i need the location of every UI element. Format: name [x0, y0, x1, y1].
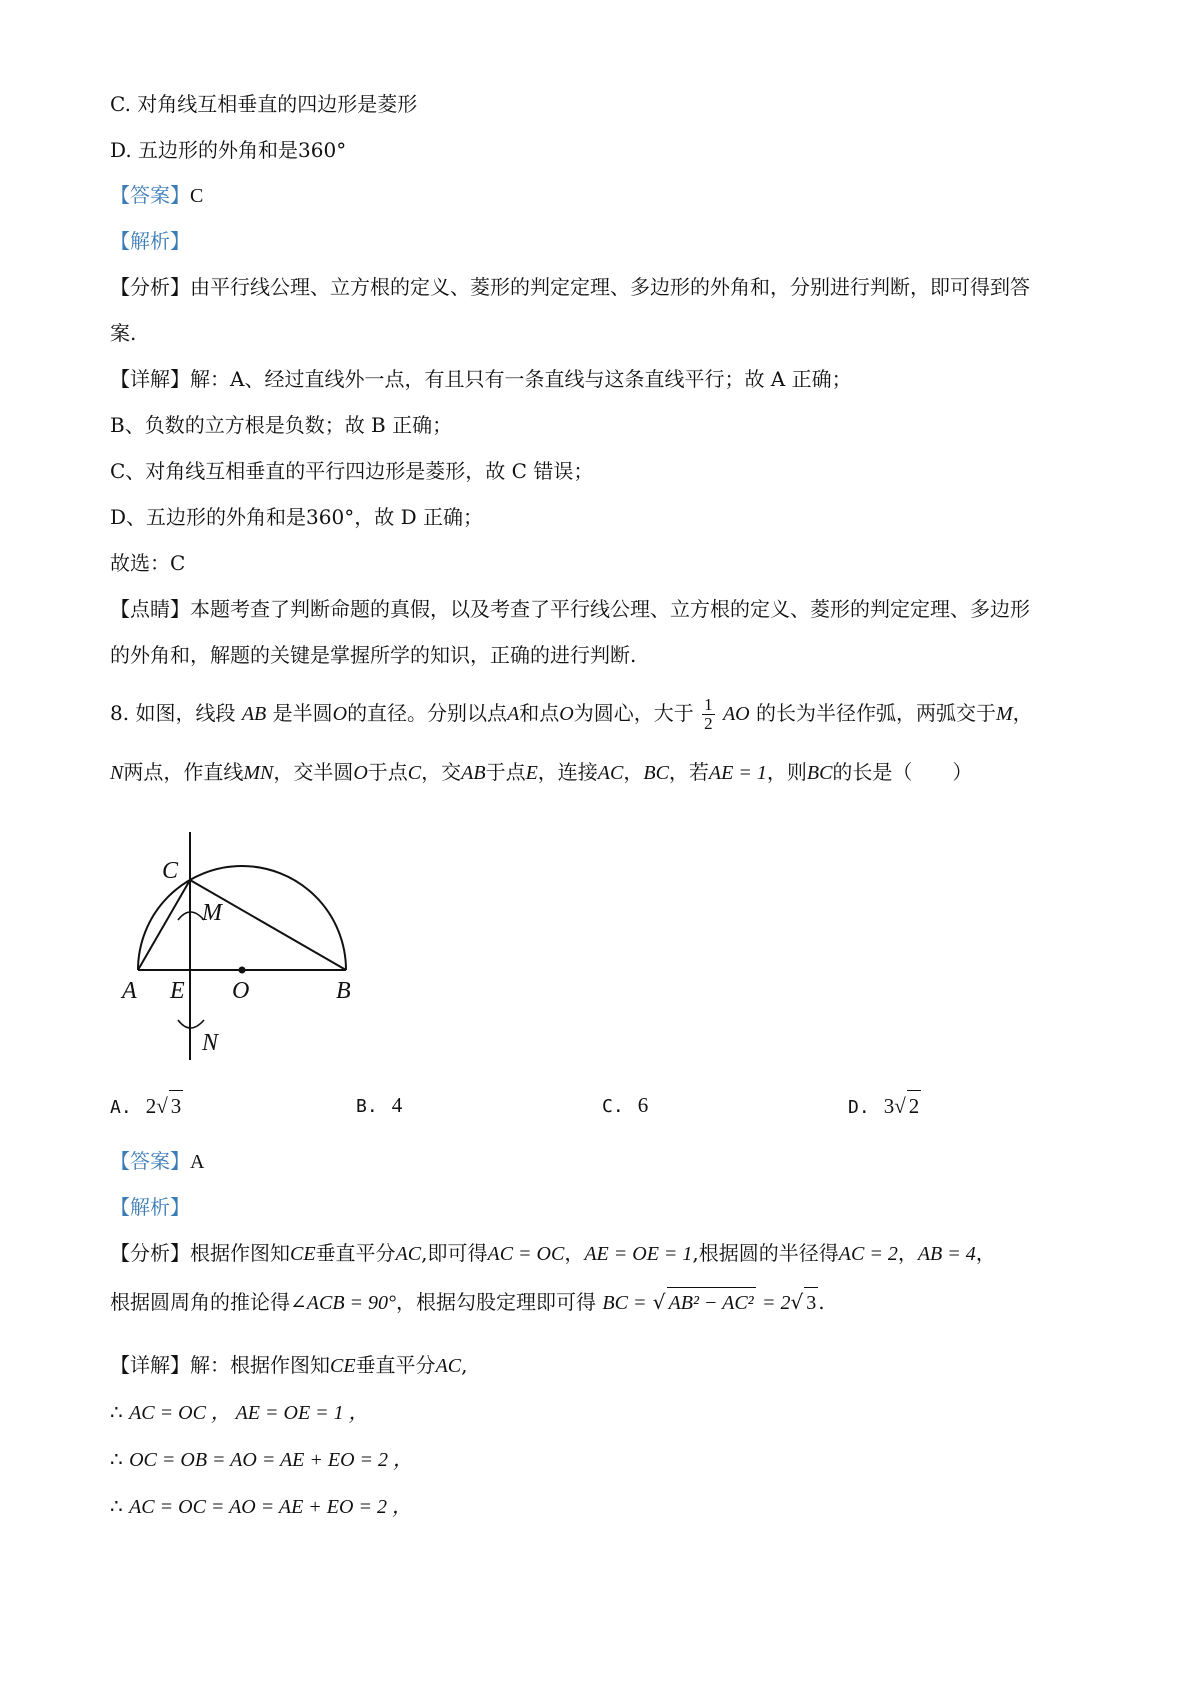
q8-detail-line-3	[110, 1444, 1110, 1475]
text: ，连接	[537, 760, 598, 784]
q7-analysis-line-1: 【分析】由平行线公理、立方根的定义、菱形的判定定理、多边形的外角和，分别进行判断，即可得到答	[110, 275, 1030, 299]
text: 【详解】解：根据作图知	[110, 1353, 330, 1377]
option-value: 2√ 3	[146, 1094, 184, 1118]
option-value: 3√ 2	[884, 1094, 922, 1118]
q8-analysis-line-1	[110, 1238, 1110, 1269]
fraction	[702, 696, 715, 733]
q7-detail-line-4: D、五边形的外角和是360°，故 D 正确；	[110, 505, 483, 529]
therefore-symbol: ∴	[110, 1494, 123, 1518]
fraction-denominator: 2	[704, 714, 713, 733]
text: ，则	[766, 760, 807, 784]
q8-stem-line-2	[110, 757, 1110, 788]
label-e: E	[170, 978, 185, 1004]
text: ，	[564, 1241, 585, 1265]
text: 于点	[485, 760, 526, 784]
coef: 2	[145, 1094, 157, 1118]
q7-detail-line-3: C、对角线互相垂直的平行四边形是菱形，故 C 错误；	[110, 459, 594, 483]
q7-comment-line-2: 的外角和，解题的关键是掌握所学的知识，正确的进行判断.	[110, 643, 637, 667]
radicand: 3	[169, 1090, 184, 1121]
text: 和点	[519, 701, 560, 725]
option-letter: D.	[848, 1097, 870, 1118]
math-ab: AB	[461, 762, 486, 784]
text: 的长为半径作弧，两弧交于	[755, 701, 996, 725]
math-bc: BC	[806, 762, 833, 784]
therefore-symbol: ∴	[110, 1400, 123, 1424]
q8-detail-line-4	[110, 1491, 1110, 1522]
math-ac: AC	[435, 1355, 462, 1377]
option-d[interactable]	[848, 1090, 921, 1123]
q7-detail-line-1: 【详解】解：A、经过直线外一点，有且只有一条直线与这条直线平行；故 A 正确；	[110, 367, 852, 391]
option-a[interactable]	[110, 1090, 183, 1123]
option-c[interactable]	[602, 1090, 648, 1122]
math-o: O	[353, 762, 368, 784]
math-result: = 2	[762, 1292, 791, 1314]
text: 垂直平分	[315, 1241, 396, 1265]
text: 【分析】根据作图知	[110, 1241, 290, 1265]
fraction-numerator: 1	[704, 695, 713, 714]
q7-analysis-line-2: 案.	[110, 321, 137, 345]
q8-detail-line-2	[110, 1397, 1110, 1428]
text: 根据圆周角的推论得	[110, 1290, 290, 1314]
q7-choice: 故选：C	[110, 551, 186, 575]
math-eq: AC = 2	[838, 1243, 898, 1265]
answer-value: A	[190, 1151, 205, 1173]
label-b: B	[336, 978, 351, 1004]
math-bc-eq: BC =	[602, 1292, 647, 1314]
text: ,	[461, 1353, 468, 1377]
math-ce: CE	[290, 1243, 316, 1265]
result-radicand: 3	[804, 1287, 818, 1318]
text: ，	[1012, 701, 1033, 725]
math-ce: CE	[330, 1355, 356, 1377]
answer-value: C	[190, 185, 204, 207]
math-n: N	[110, 762, 124, 784]
q8-analysis-line-2: 根据圆周角的推论得∠ACB = 90°，根据勾股定理即可得 BC = √ AB² − AC² = 2√ 3 .	[110, 1287, 1110, 1318]
q8-detail-line-1	[110, 1350, 1110, 1381]
math-eq: OC = OB = AO = AE + EO = 2 ，	[129, 1449, 414, 1471]
option-value: 6	[637, 1093, 649, 1117]
text: .	[818, 1290, 825, 1314]
math-mn: MN	[243, 762, 274, 784]
text: 两点，作直线	[123, 760, 244, 784]
math-ac: AC	[395, 1243, 422, 1265]
text: ，	[623, 760, 644, 784]
prev-option-c: C. 对角线互相垂直的四边形是菱形	[110, 92, 418, 116]
answer-tag: 【答案】	[110, 183, 190, 207]
math-c: C	[407, 762, 422, 784]
math-eq: AE = OE = 1	[584, 1243, 693, 1265]
center-dot-o	[239, 967, 246, 974]
text: ，若	[668, 760, 709, 784]
text: ，	[897, 1241, 918, 1265]
math-eq: AC = OC = AO = AE + EO = 2 ，	[129, 1496, 412, 1518]
q7-answer	[110, 180, 1110, 211]
geometry-figure	[110, 820, 390, 1070]
text: ，交	[421, 760, 462, 784]
text: 为圆心，大于	[573, 701, 694, 725]
math-bc: BC	[643, 762, 669, 784]
text: ，根据勾股定理即可得	[396, 1290, 597, 1314]
text: 的直径。分别以点	[347, 701, 508, 725]
answer-tag: 【答案】	[110, 1149, 190, 1173]
label-m: M	[202, 900, 222, 926]
q8-stem-line-1	[110, 696, 1110, 733]
option-b[interactable]	[356, 1090, 402, 1122]
segment-ac	[138, 880, 190, 970]
math-eq: AC = OC	[487, 1243, 565, 1265]
text: ，	[975, 1241, 996, 1265]
math-angle: ∠ACB = 90°	[290, 1292, 397, 1314]
q7-detail-line-2: B、负数的立方根是负数；故 B 正确；	[110, 413, 453, 437]
radicand: 2	[907, 1090, 922, 1121]
math-ac: AC	[597, 762, 624, 784]
label-c: C	[162, 858, 179, 884]
q7-jiexi-tag	[110, 226, 1110, 256]
jiexi-tag: 【解析】	[110, 1195, 190, 1219]
math-e: E	[525, 762, 538, 784]
text: 垂直平分	[355, 1353, 436, 1377]
coef: 3	[883, 1094, 895, 1118]
text: 8. 如图，线段	[110, 701, 236, 725]
label-n: N	[202, 1030, 219, 1056]
option-letter: A.	[110, 1097, 132, 1118]
text: ，交半圆	[273, 760, 354, 784]
math-o: O	[559, 703, 574, 725]
q8-answer	[110, 1146, 1110, 1177]
math-a: A	[507, 703, 520, 725]
q8-jiexi-tag	[110, 1192, 1110, 1222]
math-o: O	[332, 703, 348, 725]
text: 的长是（ ）	[832, 760, 973, 784]
math-m: M	[995, 703, 1013, 725]
radical-expression: AB² − AC²	[667, 1287, 756, 1318]
therefore-symbol: ∴	[110, 1447, 123, 1471]
label-a: A	[122, 978, 137, 1004]
math-ab: AB	[241, 703, 267, 725]
q7-comment-line-1: 【点睛】本题考查了判断命题的真假，以及考查了平行线公理、立方根的定义、菱形的判定定理、多边形	[110, 597, 1030, 621]
option-value: 4	[391, 1093, 403, 1117]
text: ,即可得	[421, 1241, 488, 1265]
text: 是半圆	[272, 701, 333, 725]
option-letter: B.	[356, 1096, 378, 1117]
math-eq: AC = OC ， AE = OE = 1 ，	[129, 1402, 369, 1424]
text: 于点	[367, 760, 408, 784]
math-ao: AO	[722, 703, 750, 725]
label-o: O	[232, 978, 250, 1004]
option-letter: C.	[602, 1096, 624, 1117]
math-ae-eq: AE = 1	[708, 762, 767, 784]
prev-option-d: D. 五边形的外角和是360°	[110, 138, 347, 162]
jiexi-tag: 【解析】	[110, 229, 190, 253]
math-eq: AB = 4	[917, 1243, 976, 1265]
text: ,根据圆的半径得	[692, 1241, 839, 1265]
